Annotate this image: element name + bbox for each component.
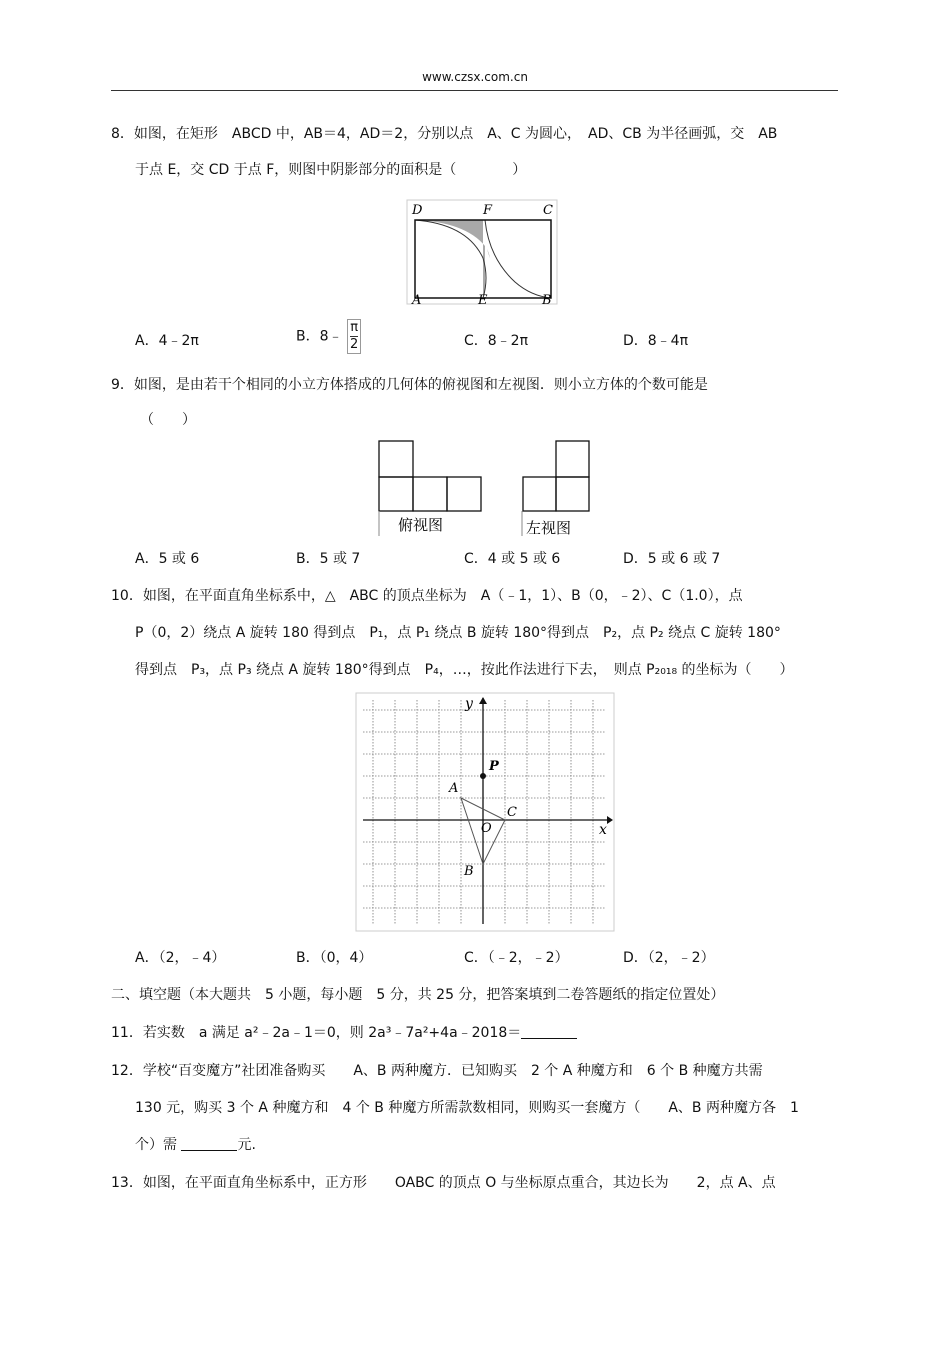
q10-option-c: C．（﹣2，﹣2）	[464, 950, 569, 966]
q12-line3	[135, 1135, 862, 1155]
q8-label-B: B	[542, 293, 552, 306]
q8-option-b-denominator: 2	[349, 337, 359, 352]
q8-option-d: D．8﹣4π	[623, 333, 689, 349]
q13-line1: 13．如图，在平面直角坐标系中，正方形 OABC 的顶点 O 与坐标原点重合，其边长为 2，点 A、点	[111, 1175, 776, 1191]
q9-line1: 9．如图，是由若干个相同的小立方体搭成的几何体的俯视图和左视图．则小立方体的个数可能是	[111, 377, 708, 393]
q8-label-D: D	[412, 203, 423, 218]
q8-shaded-region-left	[415, 220, 491, 298]
q9-top-view-label: 俯视图	[398, 516, 444, 534]
q10-label-y: y	[465, 696, 473, 712]
q12-line3-before: 个）需	[135, 1137, 182, 1153]
q10-coordinate-grid	[355, 692, 615, 932]
q8-option-b-numerator: π	[350, 320, 359, 335]
q10-label-B: B	[464, 864, 474, 879]
q10-label-x: x	[599, 822, 607, 838]
q8-line2: 于点 E，交 CD 于点 F，则图中阴影部分的面积是（ ）	[135, 162, 527, 178]
q10-label-P: P	[489, 759, 499, 774]
q8-label-F: F	[483, 203, 493, 218]
q8-label-E: E	[478, 293, 488, 306]
q12-answer-blank	[181, 1136, 237, 1151]
q11-text: 11．若实数 a 满足 a²﹣2a﹣1＝0，则 2a³﹣7a²+4a﹣2018＝	[111, 1025, 522, 1041]
q11-answer-blank	[521, 1024, 577, 1039]
q8-label-A: A	[412, 293, 422, 306]
q8-option-b-prefix: B．8﹣	[296, 328, 343, 345]
page-header-url: www.czsx.com.cn	[422, 70, 528, 84]
q8-option-b-fraction	[347, 319, 361, 354]
q10-label-O: O	[481, 821, 492, 836]
q12-line1: 12．学校“百变魔方”社团准备购买 A、B 两种魔方．已知购买 2 个 A 种魔方和 6 个 B 种魔方共需	[111, 1063, 763, 1079]
q10-point-P	[480, 773, 486, 779]
q9-left-view-label: 左视图	[526, 519, 572, 537]
q9-option-c: C．4 或 5 或 6	[464, 551, 561, 567]
q8-rectangle-figure	[405, 198, 560, 306]
q10-line2: P（0，2）绕点 A 旋转 180 得到点 P₁，点 P₁ 绕点 B 旋转 180°得到点 P₂，点 P₂ 绕点 C 旋转 180°	[135, 625, 781, 641]
q10-line3: 得到点 P₃，点 P₃ 绕点 A 旋转 180°得到点 P₄，…，按此作法进行下去， 则点 P₂₀₁₈ 的坐标为（ ）	[135, 662, 794, 678]
q10-option-d: D．（2，﹣2）	[623, 950, 715, 966]
q8-line1: 8．如图，在矩形 ABCD 中，AB＝4，AD＝2，分别以点 A、C 为圆心， AD、CB 为半径画弧，交 AB	[111, 126, 778, 142]
q9-views-figure	[376, 438, 594, 538]
q9-option-a: A．5 或 6	[135, 551, 200, 567]
q9-top-view	[379, 441, 481, 511]
q11-line	[111, 1023, 838, 1043]
q10-label-C: C	[507, 805, 517, 820]
q10-option-b: B．（0，4）	[296, 950, 373, 966]
q8-shaded-region-right	[485, 220, 551, 298]
q8-option-a: A．4﹣2π	[135, 333, 199, 349]
q10-label-A: A	[449, 781, 459, 796]
q10-line1: 10．如图，在平面直角坐标系中，△ ABC 的顶点坐标为 A（﹣1，1）、B（0，﹣2）、C（1.0），点	[111, 588, 743, 604]
q10-gridlines	[363, 700, 605, 924]
q12-line2: 130 元，购买 3 个 A 种魔方和 4 个 B 种魔方所需款数相同，则购买一套魔方（ A、B 两种魔方各 1	[135, 1100, 799, 1116]
header-divider	[111, 90, 838, 91]
q9-option-b: B．5 或 7	[296, 551, 361, 567]
q10-option-a: A．（2，﹣4）	[135, 950, 226, 966]
q10-x-axis-arrow	[607, 816, 613, 824]
q10-y-axis-arrow	[479, 697, 487, 704]
q12-line3-after: 元.	[237, 1137, 256, 1153]
q9-option-d: D．5 或 6 或 7	[623, 551, 721, 567]
q9-left-view	[523, 441, 589, 511]
q8-option-b	[296, 319, 361, 354]
section2-title: 二、填空题（本大题共 5 小题，每小题 5 分，共 25 分，把答案填到二卷答题纸的指定位置处）	[111, 987, 725, 1003]
q9-line2: （ ）	[140, 412, 196, 428]
q8-option-c: C．8﹣2π	[464, 333, 529, 349]
q8-label-C: C	[543, 203, 553, 218]
